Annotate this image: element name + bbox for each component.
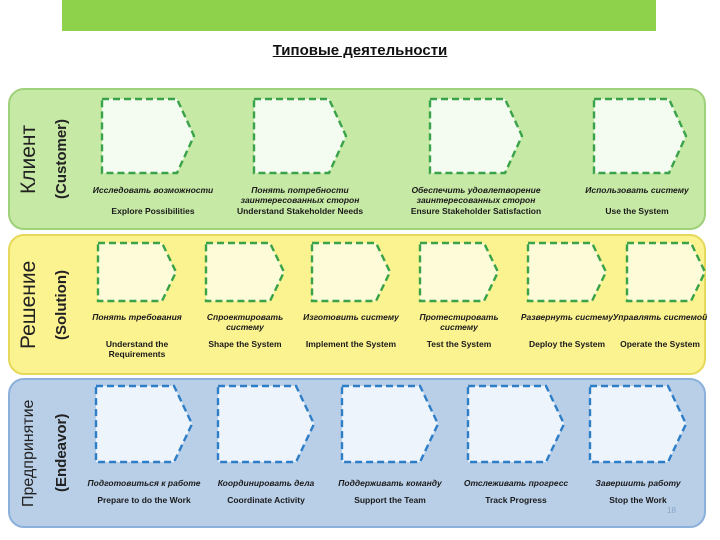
solution-activity-shape [526, 241, 608, 303]
customer-activity-shape [592, 97, 688, 175]
endeavor-label: Предпринятие [20, 399, 37, 507]
customer-activity-ru: Использовать систему [585, 185, 689, 195]
endeavor-activity-ru: Отслеживать прогресс [463, 478, 569, 488]
solution-activity-ru: Спроектировать систему [206, 312, 284, 332]
solution-activity-en: Deploy the System [528, 339, 606, 349]
customer-label-en: (Customer) [53, 119, 70, 200]
endeavor-activity-ru: Координировать дела [217, 478, 315, 488]
solution-activity-shape [204, 241, 286, 303]
endeavor-activity-shape [94, 384, 194, 464]
endeavor-label-en: (Endeavor) [53, 413, 70, 493]
solution-activity-en: Understand the Requirements [105, 339, 169, 359]
endeavor-activity-en: Prepare to do the Work [97, 495, 191, 505]
solution-activity-en: Operate the System [620, 339, 700, 349]
solution-label-en: (Solution) [53, 270, 70, 340]
page-number: 18 [667, 506, 676, 515]
solution-activity-ru: Изготовить систему [303, 312, 399, 322]
solution-activity-ru: Понять требования [92, 312, 182, 322]
solution-activity-ru: Протестировать систему [419, 312, 499, 332]
endeavor-activity-ru: Поддерживать команду [338, 478, 442, 488]
endeavor-activity-en: Track Progress [485, 495, 547, 505]
endeavor-activity-ru: Подготовиться к работе [87, 478, 201, 488]
customer-activity-en: Use the System [605, 206, 669, 216]
customer-activity-en: Explore Possibilities [111, 206, 195, 216]
customer-activity-ru: Понять потребности заинтересованных сторон [240, 185, 360, 205]
endeavor-activity-en: Coordinate Activity [227, 495, 305, 505]
endeavor-activity-en: Stop the Work [609, 495, 667, 505]
endeavor-activity-shape [466, 384, 566, 464]
solution-activity-en: Test the System [426, 339, 492, 349]
endeavor-activity-shape [588, 384, 688, 464]
solution-activity-ru: Развернуть систему [520, 312, 614, 322]
solution-activity-en: Implement the System [305, 339, 397, 349]
customer-activity-ru: Обеспечить удовлетворение заинтересованных сторон [411, 185, 541, 205]
customer-activity-ru: Исследовать возможности [92, 185, 214, 195]
customer-activity-shape [252, 97, 348, 175]
endeavor-activity-shape [340, 384, 440, 464]
solution-activity-ru: Управлять системой [612, 312, 708, 322]
customer-activity-en: Understand Stakeholder Needs [236, 206, 364, 216]
solution-activity-shape [418, 241, 500, 303]
endeavor-activity-ru: Завершить работу [595, 478, 681, 488]
endeavor-activity-en: Support the Team [354, 495, 426, 505]
solution-activity-en: Shape the System [208, 339, 282, 349]
solution-label: Решение [17, 260, 40, 350]
customer-label: Клиент [17, 124, 40, 194]
customer-activity-shape [428, 97, 524, 175]
endeavor-activity-shape [216, 384, 316, 464]
slide-title: Типовые деятельности [272, 42, 448, 59]
top-accent-bar [62, 0, 656, 31]
customer-activity-shape [100, 97, 196, 175]
solution-activity-shape [625, 241, 707, 303]
solution-activity-shape [96, 241, 178, 303]
solution-activity-shape [310, 241, 392, 303]
customer-activity-en: Ensure Stakeholder Satisfaction [410, 206, 542, 216]
